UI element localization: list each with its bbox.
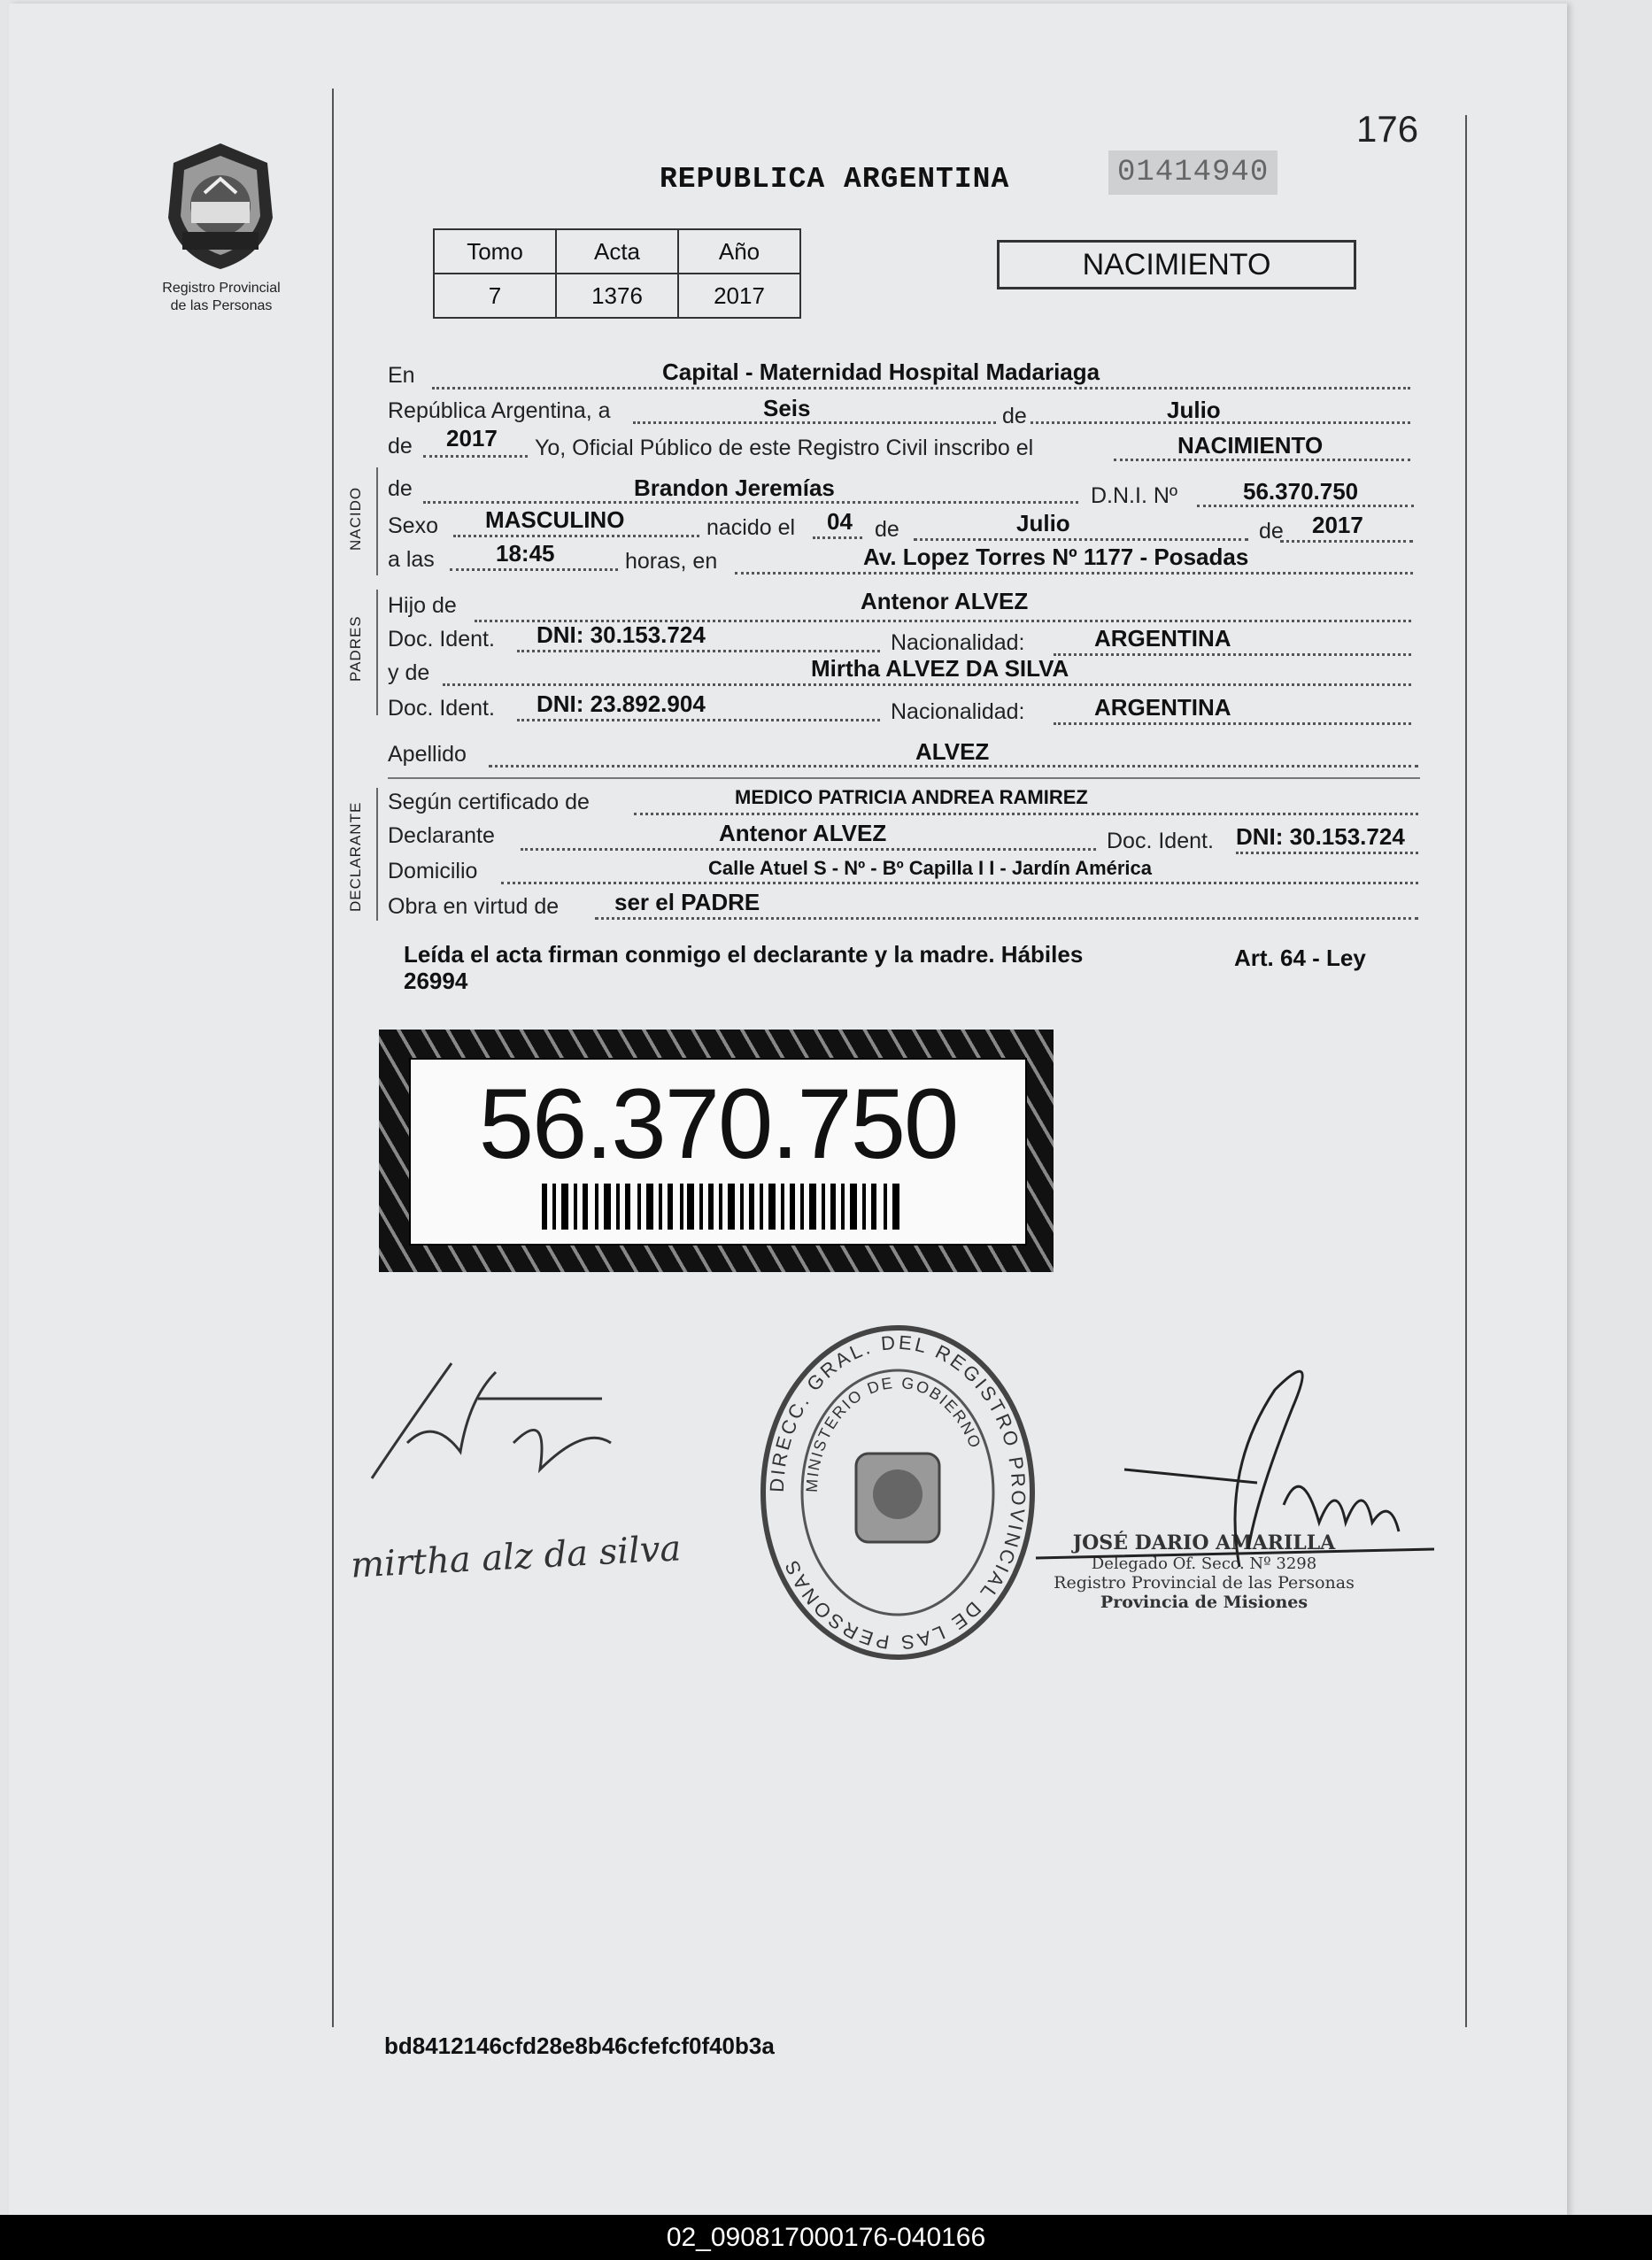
de-label-1: de [999, 404, 1031, 429]
father-name: Antenor ALVEZ [861, 588, 1029, 614]
de-label-2: de [388, 434, 413, 459]
dni-plate-number: 56.370.750 [478, 1068, 958, 1179]
registry-table [433, 228, 801, 319]
birth-place: Av. Lopez Torres Nº 1177 - Posadas [863, 544, 1249, 570]
mother-doc-label: Doc. Ident. [388, 696, 495, 721]
sexo-dots [453, 535, 699, 537]
nacido-bracket [376, 467, 378, 575]
place-value: Capital - Maternidad Hospital Madariaga [662, 359, 1100, 385]
child-dni: 56.370.750 [1243, 478, 1359, 505]
mother-doc: DNI: 23.892.904 [537, 690, 706, 717]
obra-dots [595, 917, 1418, 920]
horas-label: horas, en [625, 549, 718, 574]
month-value: Julio [1167, 397, 1221, 423]
declarante-name: Antenor ALVEZ [719, 820, 887, 846]
birth-month-dots [914, 538, 1248, 541]
obra-label: Obra en virtud de [388, 894, 560, 919]
dni-plate [379, 1030, 1054, 1272]
obra-value: ser el PADRE [614, 889, 760, 915]
cert-value: MEDICO PATRICIA ANDREA RAMIREZ [735, 786, 1088, 808]
folio-number: 176 [1356, 108, 1419, 150]
birth-time: 18:45 [496, 540, 555, 567]
father-doc-label: Doc. Ident. [388, 627, 495, 652]
time-dots [450, 568, 618, 571]
document-title: REPUBLICA ARGENTINA [660, 163, 1010, 196]
republica-label: República Argentina, a [388, 398, 611, 423]
cert-dots [634, 813, 1418, 815]
inscription-value: NACIMIENTO [1177, 432, 1324, 459]
sexo-label: Sexo [388, 513, 438, 538]
yo-label: Yo, Oficial Público de este Registro Civil inscribo el [535, 436, 1034, 460]
birth-de-label-2: de [1259, 519, 1284, 544]
birth-place-dots [735, 572, 1413, 575]
father-nat-dots [1054, 653, 1411, 656]
dni-barcode [542, 1184, 905, 1230]
day-value: Seis [763, 395, 811, 421]
registry-value-acta: 1376 [556, 274, 678, 318]
declarante-doc: DNI: 30.153.724 [1236, 823, 1405, 850]
registry-header-tomo: Tomo [434, 229, 556, 274]
official-role: Delegado Of. Secc. Nº 3298 [1091, 1554, 1317, 1573]
padres-section-label: PADRES [347, 615, 364, 682]
father-nationality: ARGENTINA [1094, 625, 1231, 652]
year-dots [423, 455, 528, 458]
logo-caption-line1: Registro Provincial [162, 281, 281, 296]
official-signature [1027, 1337, 1452, 1602]
closing-text-art: Art. 64 - Ley [1234, 945, 1366, 971]
mother-doc-dots [517, 719, 880, 721]
registry-value-ano: 2017 [678, 274, 800, 318]
apellido-underline [388, 777, 1420, 779]
serial-number: 01414940 [1108, 150, 1278, 195]
footer-bar [0, 2215, 1652, 2260]
nacido-el-label: nacido el [706, 515, 796, 540]
closing-text-line2: 26994 [404, 968, 468, 994]
mother-signature: mirtha alz da silva [350, 1528, 683, 1586]
father-doc-dots [517, 650, 880, 652]
mother-nationality: ARGENTINA [1094, 694, 1231, 721]
domicilio-value: Calle Atuel S - Nº - Bº Capilla I I - Jardín América [708, 857, 1153, 879]
logo-caption-line2: de las Personas [170, 298, 273, 313]
birth-year-dots [1280, 540, 1413, 543]
dni-plate-inner [409, 1058, 1027, 1246]
dni-label: D.N.I. Nº [1091, 483, 1178, 508]
father-nat-label: Nacionalidad: [891, 630, 1025, 655]
birth-year: 2017 [1312, 512, 1363, 538]
left-margin-line [332, 89, 334, 2027]
act-type-box: NACIMIENTO [997, 240, 1356, 289]
hijo-label: Hijo de [388, 593, 457, 618]
province-logo [156, 140, 285, 273]
registry-header-ano: Año [678, 229, 800, 274]
right-margin-line [1465, 115, 1467, 2027]
apellido-label: Apellido [388, 742, 467, 767]
year-value: 2017 [446, 425, 498, 451]
declarante-doc-dots [1236, 852, 1418, 854]
registry-value-tomo: 7 [434, 274, 556, 318]
document-hash: bd8412146cfd28e8b46cfefcf0f40b3a [384, 2032, 775, 2059]
day-dots [813, 536, 862, 539]
birth-month: Julio [1016, 510, 1070, 536]
footer-id: 02_090817000176-040166 [666, 2222, 986, 2252]
en-label: En [388, 363, 415, 388]
en-dots [432, 387, 1410, 390]
official-province: Provincia de Misiones [1100, 1593, 1308, 1612]
official-org: Registro Provincial de las Personas [1054, 1573, 1355, 1593]
stamp-inner-text: MINISTERIO DE GOBIERNO [802, 1373, 985, 1493]
padres-bracket [376, 590, 378, 715]
mother-nat-label: Nacionalidad: [891, 699, 1025, 724]
declarante-label: Declarante [388, 823, 495, 848]
closing-text-line1: Leída el acta firman conmigo el declarante y la madre. Hábiles [404, 941, 1084, 968]
registry-header-acta: Acta [556, 229, 678, 274]
mother-nat-dots [1054, 722, 1411, 725]
official-name: JOSÉ DARIO AMARILLA [1072, 1531, 1336, 1554]
birth-day: 04 [827, 508, 853, 535]
child-name: Brandon Jeremías [634, 474, 835, 501]
domicilio-label: Domicilio [388, 859, 478, 883]
stamp-outer-text: DIRECC. GRAL. DEL REGISTRO PROVINCIAL DE LAS PERSONAS [765, 1331, 1031, 1655]
cert-label: Según certificado de [388, 790, 590, 814]
alas-label: a las [388, 547, 435, 572]
declarante-section-label: DECLARANTE [347, 801, 364, 912]
declarante-dots [521, 848, 1096, 851]
yde-label: y de [388, 660, 430, 685]
mother-dots [443, 683, 1411, 686]
declarante-signature [354, 1346, 637, 1523]
logo-caption [133, 280, 310, 315]
declarante-bracket [376, 788, 378, 921]
father-doc: DNI: 30.153.724 [537, 621, 706, 648]
declarante-doc-label: Doc. Ident. [1107, 829, 1214, 853]
mother-name: Mirtha ALVEZ DA SILVA [811, 655, 1069, 682]
official-stamp [757, 1321, 1038, 1664]
domicilio-dots [501, 882, 1418, 884]
nacido-de-label: de [388, 476, 413, 501]
sexo-value: MASCULINO [485, 506, 625, 533]
birth-de-label-1: de [875, 517, 899, 542]
nacido-section-label: NACIDO [347, 486, 364, 551]
apellido-value: ALVEZ [915, 738, 990, 765]
